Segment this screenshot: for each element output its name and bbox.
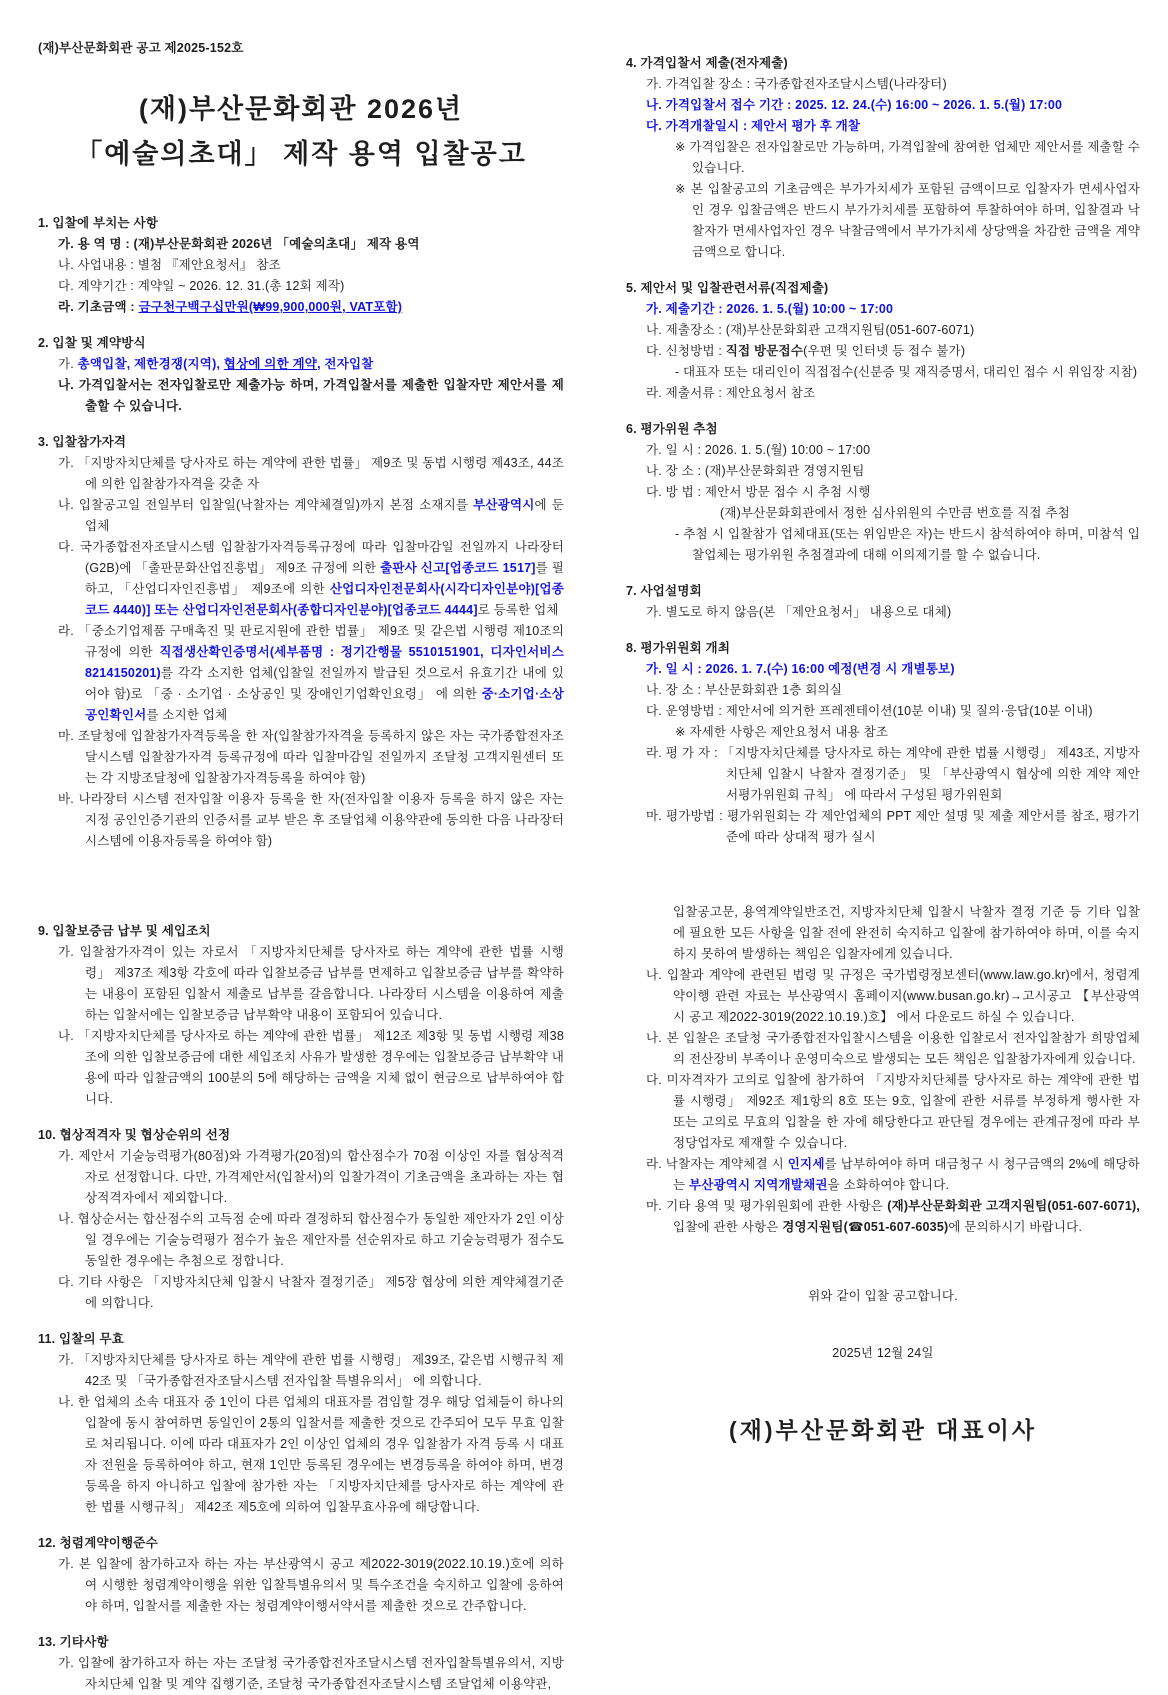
text-run: 부산광역시 [473, 498, 535, 512]
text-run: 라. 기초금액 : [58, 300, 139, 314]
section-heading [626, 278, 1140, 299]
page-gap [38, 852, 564, 906]
text-run: 9. 입찰보증금 납부 및 세입조치 [38, 924, 211, 938]
text-run: 3. 입찰참가자격 [38, 435, 127, 449]
list-item [38, 297, 564, 318]
text-run: 산업디자인전문회사(시각디자인분야)[업종코드 4440)] 또는 산업디자인전문회사(종합디자인분야)[업종코드 4444] [85, 582, 564, 617]
list-item [38, 234, 564, 255]
text-run: 라. 제출서류 : 제안요청서 참조 [646, 386, 816, 400]
list-item [626, 440, 1140, 461]
text-run: 10. 협상적격자 및 협상순위의 선정 [38, 1128, 231, 1142]
text-run: 마. 평가방법 : 평가위원회는 각 제안업체의 PPT 제안 설명 및 제출 제안서를 참조, 평가기준에 따라 상대적 평가 실시 [646, 809, 1140, 844]
text-run: 나. 입찰공고일 전일부터 입찰일(낙찰자는 계약체결일)까지 본점 소재지를 [58, 498, 474, 512]
text-run: 중·소기업·소상공인확인서 [85, 687, 564, 722]
section-heading [38, 213, 564, 234]
text-run: 8. 평가위원회 개최 [626, 641, 731, 655]
list-item [626, 806, 1140, 848]
text-run: 를 소지한 업체 [146, 708, 228, 722]
text-run: (재)부산문화회관 고객지원팀(051-607-6071), [887, 1199, 1141, 1213]
list-item [626, 461, 1140, 482]
text-run: 에 둔 업체 [85, 498, 564, 533]
section-heading [626, 53, 1140, 74]
text-run: 2. 입찰 및 계약방식 [38, 336, 146, 350]
list-item [626, 680, 1140, 701]
list-item [38, 1392, 564, 1518]
text-run: 가. 「지방자치단체를 당사자로 하는 계약에 관한 법률 시행령」 제39조, 같은법 시행규칙 제42조 및 「국가종합전자조달시스템 전자입찰 특별유의서」 에 의합니다. [58, 1353, 564, 1388]
text-run: 직접생산확인증명서(세부품명 : 정기간행물 5510151901, 디자인서비스 8214150201) [85, 645, 564, 680]
text-run: 입찰에 관한 사항은 [673, 1220, 783, 1234]
list-item [626, 965, 1140, 1028]
section-heading [626, 638, 1140, 659]
section-heading [38, 1632, 564, 1653]
list-item [626, 74, 1140, 95]
list-item [626, 503, 1140, 524]
text-run: 다. 운영방법 : 제안서에 의거한 프레젠테이션(10분 이내) 및 질의·응답(10분 이내) [646, 704, 1093, 718]
text-run: 금구천구백구십만원(₩99,900,000원, VAT포함) [138, 300, 403, 314]
list-item [626, 299, 1140, 320]
text-run: 인지세 [787, 1157, 825, 1171]
text-run: 다. 미자격자가 고의로 입찰에 참가하여 「지방자치단체를 당사자로 하는 계약에 관한 법률 시행령」 제92조 제1항의 8호 또는 9호, 입찰에 관한 서류를 부정하게 행사한 자 또는 고의로 무효의 입찰을 한 자에 해당한다고 판단될 경우에는 관계규정에 따라 부정당업자로 제재할 수 있습니다. [646, 1073, 1140, 1150]
list-item [626, 116, 1140, 137]
text-run: 11. 입찰의 무효 [38, 1332, 125, 1346]
list-item [38, 495, 564, 537]
issuer-signature: (재)부산문화회관 대표이사 [728, 1417, 1038, 1443]
list-item [626, 383, 1140, 404]
text-run: 나. 장 소 : (재)부산문화회관 경영지원팀 [646, 464, 865, 478]
text-run: 가. 입찰에 참가하고자 하는 자는 조달청 국가종합전자조달시스템 전자입찰특별유의서, 지방자치단체 입찰 및 계약 집행기준, 조달청 국가종합전자조달시스템 조달업체 이용약관, [58, 1656, 564, 1691]
text-run: 가. 「지방자치단체를 당사자로 하는 계약에 관한 법률」 제9조 및 동법 시행령 제43조, 44조에 의한 입찰참가자격을 갖춘 자 [58, 456, 564, 491]
list-item [38, 1653, 564, 1695]
text-run: 나. 입찰과 계약에 관련된 법령 및 규정은 국가법령정보센터(www.law.go.kr)에서, 청렴계약이행 관련 자료는 부산광역시 홈페이지(www.busan.go.kr)→고시공고 【부산광역시 공고 제2022-3019(2022.10.19.)호】 에서 다운로드 하실 수 있습니다. [646, 968, 1140, 1024]
text-run: 가. 본 입찰에 참가하고자 하는 자는 부산광역시 공고 제2022-3019(2022.10.19.)호에 의하여 시행한 청렴계약이행을 위한 입찰특별유의서 및 특수조건을 숙지하고 입찰에 응하여야 하며, 입찰서를 제출한 자는 청렴계약이행서약서를 제출한 것으로 간주합니다. [58, 1557, 564, 1613]
text-run: 직접 방문접수 [725, 344, 804, 358]
section-heading [38, 921, 564, 942]
list-item [626, 179, 1140, 263]
list-item [626, 659, 1140, 680]
list-item [626, 1196, 1140, 1238]
list-item [626, 1154, 1140, 1196]
text-run: 6. 평가위원 추첨 [626, 422, 718, 436]
text-run: 라. 낙찰자는 계약체결 시 [646, 1157, 788, 1171]
text-run: 가. 제안서 기술능력평가(80점)와 가격평가(20점)의 합산점수가 70점 이상인 자를 협상적격자로 선정합니다. 다만, 가격제안서(입찰서)의 입찰가격이 기초금액을 초과하는 자는 협상적격자에서 제외합니다. [58, 1149, 564, 1205]
text-run: 나. 제출장소 : (재)부산문화회관 고객지원팀(051-607-6071) [646, 323, 975, 337]
section-heading [626, 581, 1140, 602]
list-item [38, 537, 564, 621]
doc-number: (재)부산문화회관 공고 제2025-152호 [38, 41, 244, 55]
text-run: 에 문의하시기 바랍니다. [948, 1220, 1083, 1234]
list-item [38, 726, 564, 789]
text-run: 가. 입찰참가자격이 있는 자로서 「지방자치단체를 당사자로 하는 계약에 관한 법률 시행령」 제37조 제3항 각호에 따라 입찰보증금 납부를 면제하고 입찰보증금 납부를 확약하는 내용이 포함된 입찰서 제출로 납부를 갈음합니다. 나라장터 시스템을 이용하여 제출하는 입찰서에는 입찰보증금 납부확약 내용이 포함되어 있습니다. [58, 945, 564, 1022]
text-run: 가. 제출기간 : 2026. 1. 5.(월) 10:00 ~ 17:00 [646, 302, 894, 316]
list-item [38, 789, 564, 852]
text-run: 1. 입찰에 부치는 사항 [38, 216, 159, 230]
list-item [626, 482, 1140, 503]
list-item [626, 602, 1140, 623]
list-item [626, 1028, 1140, 1070]
text-run: 마. 조달청에 입찰참가자격등록을 한 자(입찰참가자격을 등록하지 않은 자는 국가종합전자조달시스템 입찰참가자격 등록규정에 따라 입찰마감일 전일까지 조달청 고객지원센터 또는 각 지방조달청에 입찰참가자격등록을 하여야 함) [58, 729, 564, 785]
text-run: - 대표자 또는 대리인이 직접접수(신분증 및 재직증명서, 대리인 접수 시 위임장 지참) [675, 365, 1138, 379]
text-run: 5. 제안서 및 입찰관련서류(직접제출) [626, 281, 829, 295]
list-item [38, 621, 564, 726]
list-item [38, 1350, 564, 1392]
text-run: 13. 기타사항 [38, 1635, 109, 1649]
text-run: ※ 자세한 사항은 제안요청서 내용 참조 [675, 725, 889, 739]
text-run: 입찰공고문, 용역계약일반조건, 지방자치단체 입찰시 낙찰자 결정 기준 등 기타 입찰에 필요한 모든 사항을 입찰 전에 완전히 숙지하고 입찰에 참가하여야 하며, 이를 숙지하지 못하여 발생하는 책임은 입찰자에게 있습니다. [673, 905, 1140, 961]
closing-statement: 위와 같이 입찰 공고합니다. [808, 1289, 958, 1303]
section-heading [38, 333, 564, 354]
text-run: 협상에 의한 계약 [223, 357, 318, 371]
text-run: , 전자입찰 [317, 357, 374, 371]
list-item [626, 362, 1140, 383]
page-gap [626, 848, 1140, 902]
text-run: 12. 청렴계약이행준수 [38, 1536, 158, 1550]
text-run: - 추첨 시 입찰참가 업체대표(또는 위임받은 자)는 반드시 참석하여야 하며, 미참석 입찰업체는 평가위원 추첨결과에 대해 이의제기를 할 수 없습니다. [675, 527, 1140, 562]
text-run: 가. 용 역 명 : (재)부산문화회관 2026년 「예술의초대」 제작 용역 [58, 237, 420, 251]
list-item [38, 354, 564, 375]
text-run: 나. 가격입찰서 접수 기간 : 2025. 12. 24.(수) 16:00 ~ 2026. 1. 5.(월) 17:00 [646, 98, 1063, 112]
text-run: 나. 본 입찰은 조달청 국가종합전자입찰시스템을 이용한 입찰로서 전자입찰참가 희망업체의 전산장비 부족이나 운영미숙으로 발생되는 모든 책임은 입찰참가자에게 있습니다. [646, 1031, 1140, 1066]
text-run: (재)부산문화회관에서 정한 심사위원의 수만큼 번호를 직접 추첨 [720, 506, 1070, 520]
text-run: 가. [58, 357, 78, 371]
right-sections [626, 53, 1140, 1238]
list-item [38, 276, 564, 297]
text-run: 를 필하고, 「산업디자인진흥법」 제9조에 의한 [85, 561, 565, 596]
list-item [626, 701, 1140, 722]
list-item [626, 95, 1140, 116]
text-run: 다. 기타 사항은 「지방자치단체 입찰시 낙찰자 결정기준」 제5장 협상에 의한 계약체결기준에 의합니다. [58, 1275, 564, 1310]
text-run: 4. 가격입찰서 제출(전자제출) [626, 56, 788, 70]
list-item [38, 942, 564, 1026]
text-run: 가. 가격입찰 장소 : 국가종합전자조달시스템(나라장터) [646, 77, 947, 91]
announcement-date: 2025년 12월 24일 [832, 1346, 934, 1360]
text-run: 라. 「중소기업제품 구매촉진 및 판로지원에 관한 법률」 제9조 및 같은법 시행령 제10조의 규정에 의한 [58, 624, 564, 659]
list-item [38, 1554, 564, 1617]
section-heading [38, 432, 564, 453]
list-item [626, 902, 1140, 965]
left-sections [38, 213, 564, 1695]
text-run: 7. 사업설명회 [626, 584, 702, 598]
section-heading [38, 1533, 564, 1554]
text-run: 가. 일 시 : 2026. 1. 7.(수) 16:00 예정(변경 시 개별통보) [646, 662, 955, 676]
section-heading [626, 419, 1140, 440]
list-item [38, 375, 564, 417]
text-run: 총액입찰, 제한경쟁(지역), [77, 357, 224, 371]
text-run: 나. 가격입찰서는 전자입찰로만 제출가능 하며, 가격입찰서를 제출한 입찰자만 제안서를 제출할 수 있습니다. [58, 378, 564, 413]
text-run: 나. 사업내용 : 별첨 『제안요청서』 참조 [58, 258, 281, 272]
document-title [38, 87, 564, 177]
title-line-2: 「예술의초대」 제작 용역 입찰공고 [75, 139, 527, 169]
text-run: 나. 장 소 : 부산문화회관 1층 회의실 [646, 683, 843, 697]
left-column [38, 38, 565, 1691]
list-item [38, 255, 564, 276]
list-item [626, 341, 1140, 362]
text-run: 나. 협상순서는 합산점수의 고득점 순에 따라 결정하되 합산점수가 동일한 제안자가 2인 이상일 경우에는 기술능력평가 점수가 높은 제안자를 선순위자로 하고 기술능력평가 점수도 동일한 경우에는 추첨으로 정합니다. [58, 1212, 564, 1268]
text-run: 나. 「지방자치단체를 당사자로 하는 계약에 관한 법률」 제12조 제3항 및 동법 시행령 제38조에 의한 입찰보증금에 대한 세입조치 사유가 발생한 경우에는 입찰보증금 납부확약 내용에 따라 입찰금액의 100분의 5에 해당하는 금액을 지체 없이 현금으로 납부하여야 합니다. [58, 1029, 564, 1106]
text-run: 다. 가격개찰일시 : 제안서 평가 후 개찰 [646, 119, 861, 133]
text-run: 을 소화하여야 합니다. [827, 1178, 950, 1192]
text-run: 다. 방 법 : 제안서 방문 접수 시 추첨 시행 [646, 485, 871, 499]
list-item [38, 1272, 564, 1314]
list-item [626, 722, 1140, 743]
list-item [626, 524, 1140, 566]
list-item [38, 453, 564, 495]
right-column [626, 38, 1140, 1638]
list-item [38, 1209, 564, 1272]
list-item [626, 137, 1140, 179]
text-run: 를 납부하여야 하며 대금청구 시 청구금액의 2%에 해당하는 [673, 1157, 1140, 1192]
text-run: 다. 계약기간 : 계약일 ~ 2026. 12. 31.(총 12회 제작) [58, 279, 345, 293]
title-line-1: (재)부산문화회관 2026년 [138, 94, 464, 124]
list-item [38, 1026, 564, 1110]
text-run: 가. 일 시 : 2026. 1. 5.(월) 10:00 ~ 17:00 [646, 443, 871, 457]
text-run: ※ 가격입찰은 전자입찰로만 가능하며, 가격입찰에 참여한 업체만 제안서를 제출할 수 있습니다. [675, 140, 1140, 175]
text-run: ※ 본 입찰공고의 기초금액은 부가가치세가 포함된 금액이므로 입찰자가 면세사업자인 경우 입찰금액은 반드시 부가가치세를 포함하여 투찰하여야 하며, 입찰결과 낙찰자가 면세사업자인 경우 낙찰금액에서 부가가치세 상당액을 차감한 금액을 계약금액으로 합니다. [675, 182, 1140, 259]
text-run: 다. 신청방법 : [646, 344, 726, 358]
text-run: 마. 기타 용역 및 평가위원회에 관한 사항은 [646, 1199, 888, 1213]
list-item [626, 743, 1140, 806]
list-item [626, 320, 1140, 341]
list-item [626, 1070, 1140, 1154]
text-run: 를 각각 소지한 업체(입찰일 전일까지 발급된 것으로서 유효기간 내에 있어야 함)로 「중 · 소기업 · 소상공인 및 장애인기업확인요령」 에 의한 [85, 666, 564, 701]
text-run: 나. 한 업체의 소속 대표자 중 1인이 다른 업체의 대표자를 겸임할 경우 해당 업체들이 하나의 입찰에 동시 참여하면 동일인이 2통의 입찰서를 제출한 것으로 간주되어 모두 무효 입찰로 처리됩니다. 이에 따라 대표자가 2인 이상인 업체의 경우 입찰참가 자격 등록 시 대표자 전원을 등록하여야 하고, 현재 1인만 등록된 경우에는 변경등록을 하여야 하며, 변경등록을 하지 아니하고 입찰에 참가한 자는 「지방자치단체를 당사자로 하는 계약에 관한 법률 시행규칙」 제42조 제5호에 의하여 입찰무효사유에 해당합니다. [58, 1395, 564, 1514]
text-run: 라. 평 가 자 : 「지방자치단체를 당사자로 하는 계약에 관한 법률 시행령」 제43조, 지방자치단체 입찰시 낙찰자 결정기준」 및 「부산광역시 협상에 의한 계약 제안서평가위원회 규칙」 에 따라서 구성된 평가위원회 [646, 746, 1140, 802]
text-run: 바. 나라장터 시스템 전자입찰 이용자 등록을 한 자(전자입찰 이용자 등록을 하지 않은 자는 지정 공인인증기관의 인증서를 교부 받은 후 조달업체 이용약관에 동의한 다음 나라장터 시스템에 이용자등록을 하여야 함) [58, 792, 564, 848]
text-run: 다. 국가종합전자조달시스템 입찰참가자격등록규정에 따라 입찰마감일 전일까지 나라장터(G2B)에 「출판문화산업진흥법」 제9조 규정에 의한 [58, 540, 564, 575]
text-run: 로 등록한 업체 [477, 603, 559, 617]
text-run: (우편 및 인터넷 등 접수 불가) [803, 344, 966, 358]
section-heading [38, 1125, 564, 1146]
text-run: 경영지원팀(☎051-607-6035) [782, 1220, 949, 1234]
text-run: 가. 별도로 하지 않음(본 「제안요청서」 내용으로 대체) [646, 605, 952, 619]
section-heading [38, 1329, 564, 1350]
list-item [38, 1146, 564, 1209]
text-run: 출판사 신고[업종코드 1517] [380, 561, 536, 575]
text-run: 부산광역시 지역개발채권 [688, 1178, 828, 1192]
